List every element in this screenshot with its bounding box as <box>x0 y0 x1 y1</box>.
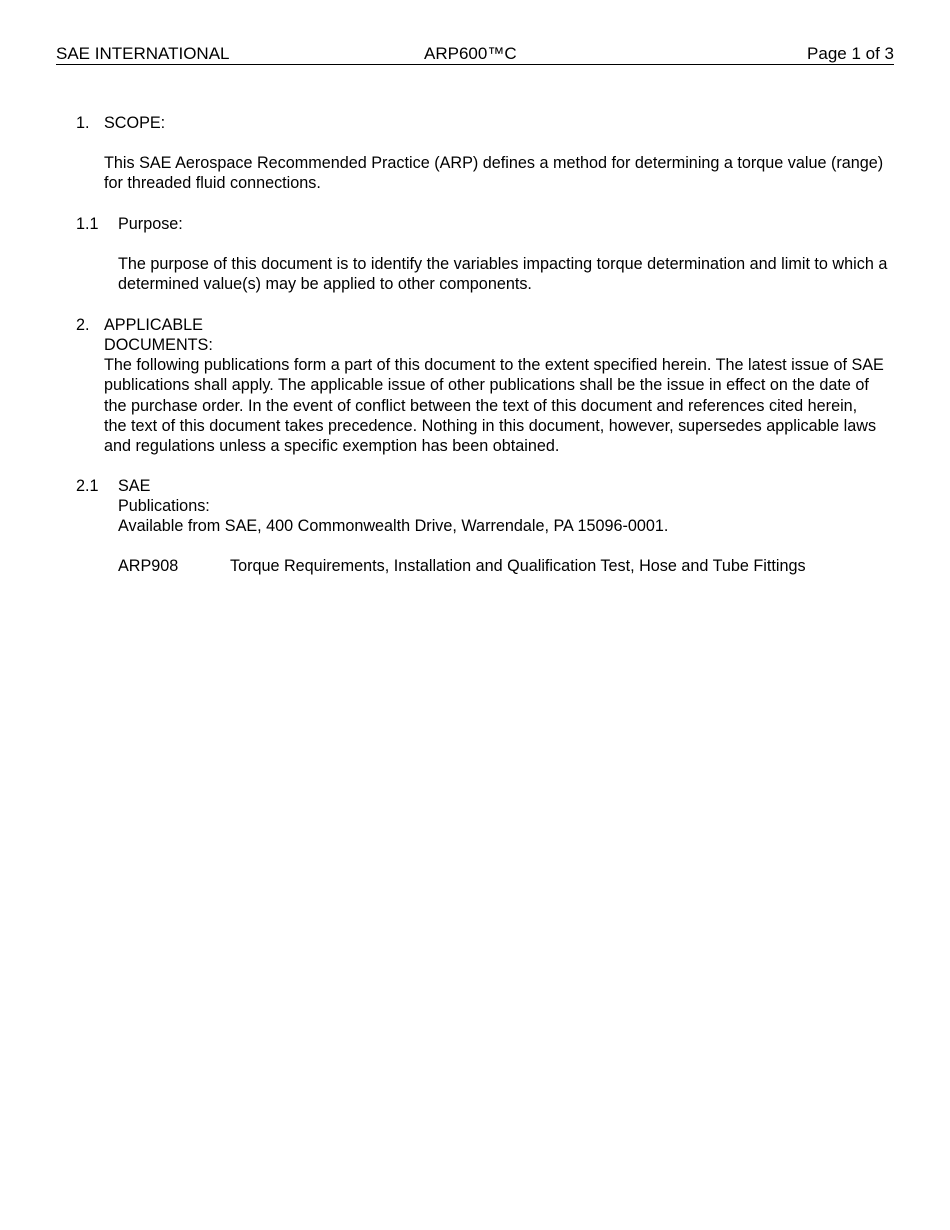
page-header <box>56 44 894 65</box>
section-title: Purpose: <box>118 215 183 233</box>
section-title: SCOPE: <box>104 114 166 132</box>
section-paragraph-scope: This SAE Aerospace Recommended Practice (ARP) defines a method for determining a torque value (range) for threaded fluid connections. <box>104 154 884 193</box>
reference-entry <box>0 556 950 577</box>
header-page-number: Page 1 of 3 <box>807 44 894 63</box>
section-title: SAE Publications: <box>118 477 210 516</box>
section-paragraph-sae-publications: Available from SAE, 400 Commonwealth Drive, Warrendale, PA 15096-0001. <box>118 517 669 535</box>
reference-code: ARP908 <box>118 557 179 575</box>
section-number: 1.1 <box>76 215 99 233</box>
reference-title: Torque Requirements, Installation and Qualification Test, Hose and Tube Fittings <box>230 557 806 575</box>
section-number: 2. <box>76 316 90 334</box>
section-paragraph-purpose: The purpose of this document is to identify the variables impacting torque determination and limit to which a determined value(s) may be applied to other components. <box>118 255 888 294</box>
section-number: 1. <box>76 114 90 132</box>
header-organization: SAE INTERNATIONAL <box>56 44 230 63</box>
section-number: 2.1 <box>76 477 99 495</box>
header-document-id: ARP600™C <box>424 44 517 63</box>
section-title: APPLICABLE DOCUMENTS: <box>104 316 213 355</box>
section-paragraph-applicable-documents: The following publications form a part of this document to the extent specified herein. The latest issue of SAE publications shall apply. The applicable issue of other publications shall be the issue in effect on the date of the purchase order. In the event of conflict between the text of this document and references cited herein, the text of this document takes precedence. Nothing in this document, however, supersedes applicable laws and regulations unless a specific exemption has been obtained. <box>104 356 884 456</box>
